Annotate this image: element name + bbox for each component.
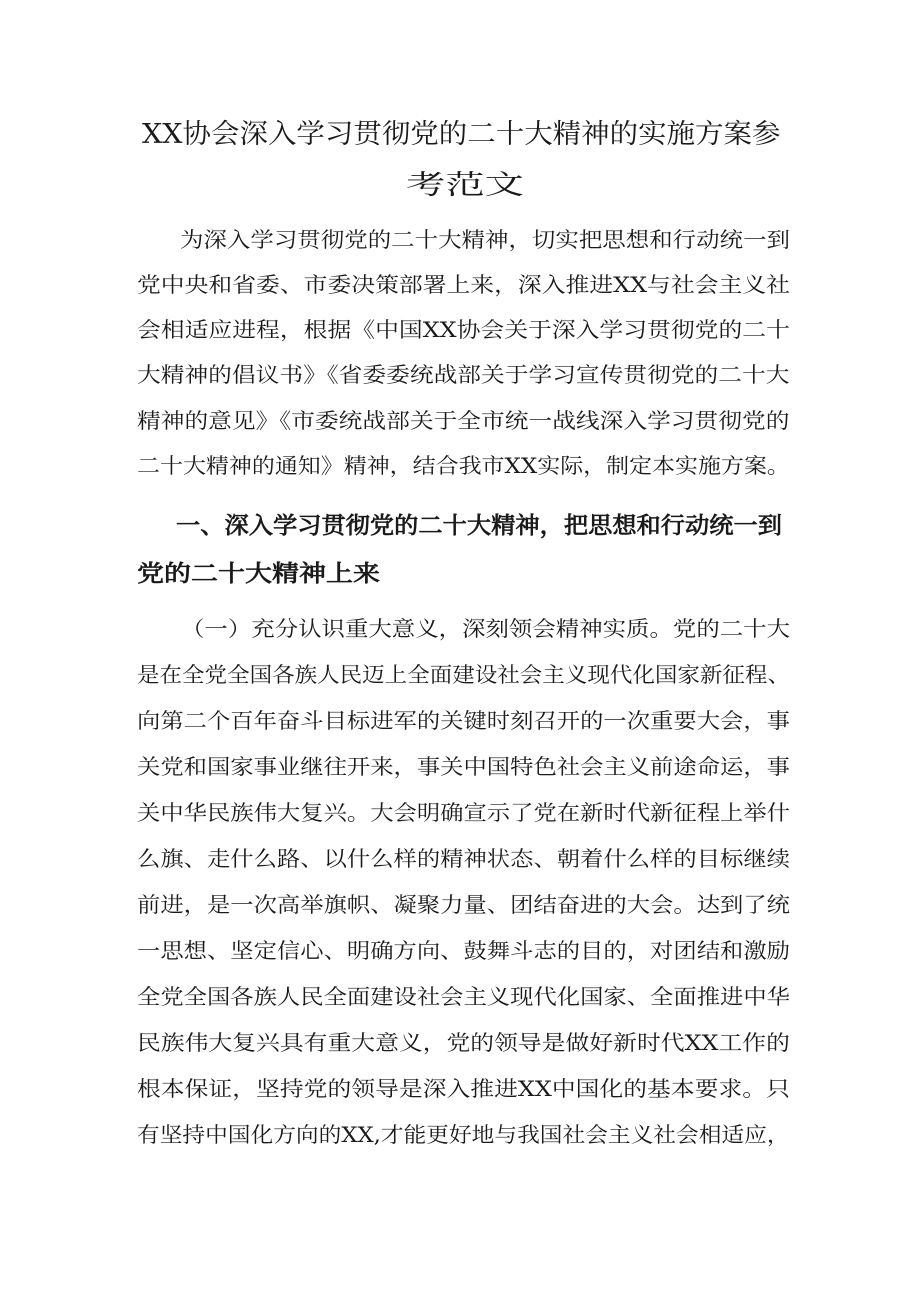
section-1-heading: 一、深入学习贯彻党的二十大精神，把思想和行动统一到: [176, 513, 782, 539]
document-title-line-2: 考范文: [406, 170, 525, 201]
title-line: [0, 164, 920, 208]
intro-paragraph-line: 为深入学习贯彻党的二十大精神，切实把思想和行动统一到: [180, 228, 790, 252]
section-heading-line: [0, 552, 920, 596]
section-1-paragraph-line: 全党全国各族人民全面建设社会主义现代化国家、全面推进中华: [137, 985, 790, 1009]
body-line: [0, 1067, 920, 1111]
body-line: [0, 883, 920, 927]
body-line: [0, 699, 920, 743]
intro-line: [0, 308, 920, 352]
body-line: [0, 607, 920, 651]
section-1-paragraph-line: 民族伟大复兴具有重大意义，党的领导是做好新时代XX工作的: [137, 1031, 790, 1055]
body-line: [0, 1021, 920, 1065]
section-1-paragraph-line: 根本保证，坚持党的领导是深入推进XX中国化的基本要求。只: [137, 1077, 790, 1101]
body-line: [0, 837, 920, 881]
section-1-paragraph-line: 关党和国家事业继往开来，事关中国特色社会主义前途命运，事: [137, 755, 790, 779]
intro-line: [0, 353, 920, 397]
intro-paragraph-line: 精神的意见》《市委统战部关于全市统一战线深入学习贯彻党的: [137, 409, 790, 433]
section-1-paragraph-line: 有坚持中国化方向的XX,才能更好地与我国社会主义社会相适应，: [137, 1123, 790, 1147]
intro-paragraph-line: 会相适应进程，根据《中国XX协会关于深入学习贯彻党的二十: [137, 318, 790, 342]
body-line: [0, 975, 920, 1019]
intro-paragraph-line: 二十大精神的通知》精神，结合我市XX实际，制定本实施方案。: [137, 454, 790, 478]
body-line: [0, 1113, 920, 1157]
section-1-paragraph-line: 一思想、坚定信心、明确方向、鼓舞斗志的目的，对团结和激励: [137, 939, 790, 963]
section-1-paragraph-line: 前进，是一次高举旗帜、凝聚力量、团结奋进的大会。达到了统: [137, 893, 790, 917]
section-heading-line: [0, 504, 920, 548]
document-title-line-1: XX协会深入学习贯彻党的二十大精神的实施方案参: [142, 119, 781, 150]
intro-line: [0, 444, 920, 488]
section-1-heading: 党的二十大精神上来: [137, 561, 380, 587]
section-1-paragraph-line: 关中华民族伟大复兴。大会明确宣示了党在新时代新征程上举什: [137, 801, 790, 825]
body-line: [0, 791, 920, 835]
intro-line: [0, 263, 920, 307]
section-1-paragraph-line: 么旗、走什么路、以什么样的精神状态、朝着什么样的目标继续: [137, 847, 790, 871]
section-1-paragraph-line: （一）充分认识重大意义，深刻领会精神实质。党的二十大: [181, 617, 791, 641]
section-1-paragraph-line: 是在全党全国各族人民迈上全面建设社会主义现代化国家新征程、: [137, 663, 790, 687]
intro-paragraph-line: 党中央和省委、市委决策部署上来，深入推进XX与社会主义社: [137, 273, 790, 297]
intro-line: [0, 218, 920, 262]
body-line: [0, 929, 920, 973]
body-line: [0, 745, 920, 789]
intro-paragraph-line: 大精神的倡议书》《省委委统战部关于学习宣传贯彻党的二十大: [137, 363, 790, 387]
section-1-paragraph-line: 向第二个百年奋斗目标进军的关键时刻召开的一次重要大会，事: [137, 709, 790, 733]
body-line: [0, 653, 920, 697]
title-line: [0, 113, 920, 157]
intro-line: [0, 399, 920, 443]
